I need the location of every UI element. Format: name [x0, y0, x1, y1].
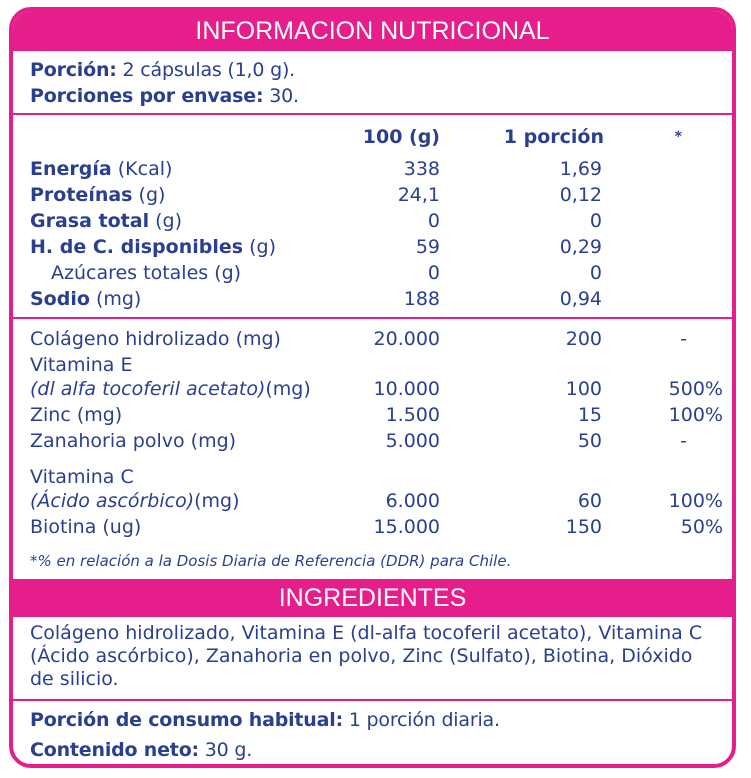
servings-value: 30.	[269, 85, 299, 107]
value-100g: 0	[427, 262, 440, 284]
extra-label: Vitamina E	[30, 354, 133, 376]
nutrient-label: H. de C. disponibles	[30, 236, 244, 258]
servings-line	[30, 84, 299, 108]
value-ddr: 50%	[680, 516, 723, 538]
net-content-value: 30 g.	[204, 739, 253, 761]
extra-label: Zinc (mg)	[30, 404, 123, 426]
extra-unit: (mg)	[194, 490, 240, 512]
value-100g: 0	[427, 210, 440, 232]
value-portion: 15	[577, 404, 602, 426]
extra-sublabel: (dl alfa tocoferil acetato)	[30, 378, 266, 400]
value-portion: 0	[589, 210, 602, 232]
value-100g: 10.000	[373, 378, 440, 400]
value-ddr: -	[680, 430, 687, 452]
nutrient-unit: Azúcares totales (g)	[51, 262, 242, 284]
nutrient-label: Grasa total	[30, 210, 150, 232]
header-per100: 100 (g)	[362, 126, 440, 148]
portion-line	[30, 58, 295, 82]
nutrient-unit: (g)	[138, 184, 166, 206]
table-row	[13, 489, 732, 513]
value-100g: 15.000	[373, 516, 440, 538]
nutrient-unit: (mg)	[95, 288, 142, 310]
ingredients-title: INGREDIENTES	[13, 579, 732, 617]
nutrient-unit: (g)	[249, 236, 276, 258]
extra-label: Zanahoria polvo (mg)	[30, 430, 237, 452]
nutrient-label: Proteínas	[30, 184, 133, 206]
habitual-label: Porción de consumo habitual:	[30, 709, 343, 731]
table-row	[13, 515, 732, 539]
value-100g: 338	[403, 158, 440, 180]
servings-label: Porciones por envase:	[30, 85, 264, 107]
value-ddr: 500%	[668, 378, 723, 400]
extra-label: Colágeno hidrolizado (mg)	[30, 328, 281, 350]
ingredients-text: Colágeno hidrolizado, Vitamina E (dl-alfa tocoferil acetato), Vitamina C (Ácido ascórbico), Zanahoria en polvo, Zinc (Sulfato), Biotina, Dióxido de silicio.	[30, 622, 703, 690]
value-100g: 20.000	[373, 328, 440, 350]
value-100g: 5.000	[385, 430, 440, 452]
table-row	[13, 465, 732, 489]
table-row	[13, 403, 732, 427]
header-per-portion: 1 porción	[503, 126, 604, 148]
portion-value: 2 cápsulas (1,0 g).	[122, 59, 296, 81]
extra-sublabel: (Ácido ascórbico)	[30, 490, 195, 512]
table-row	[13, 377, 732, 401]
value-ddr: 100%	[668, 490, 723, 512]
table-row	[13, 353, 732, 377]
net-content-label: Contenido neto:	[30, 739, 199, 761]
net-content-line	[30, 738, 252, 762]
divider	[13, 317, 732, 319]
value-portion: 1,69	[559, 158, 602, 180]
table-row	[13, 261, 732, 285]
table-row	[13, 327, 732, 351]
divider	[13, 699, 732, 701]
table-row	[13, 209, 732, 233]
value-portion: 0	[589, 262, 602, 284]
value-100g: 6.000	[385, 490, 440, 512]
value-portion: 0,94	[559, 288, 602, 310]
value-portion: 150	[565, 516, 602, 538]
value-ddr: -	[680, 328, 687, 350]
value-100g: 24,1	[397, 184, 440, 206]
value-100g: 59	[415, 236, 440, 258]
nutrient-label: Sodio	[30, 288, 90, 310]
table-header	[13, 125, 732, 149]
value-portion: 60	[577, 490, 602, 512]
extra-label: Biotina (ug)	[30, 516, 142, 538]
header-ddr: *	[674, 129, 682, 145]
nutrient-unit: (Kcal)	[117, 158, 173, 180]
table-row	[13, 235, 732, 259]
table-row	[13, 429, 732, 453]
value-100g: 188	[403, 288, 440, 310]
ddr-footnote: *% en relación a la Dosis Diaria de Referencia (DDR) para Chile.	[30, 552, 512, 570]
nutrient-label: Energía	[30, 158, 112, 180]
value-portion: 0,12	[559, 184, 602, 206]
value-100g: 1.500	[385, 404, 440, 426]
extra-unit: (mg)	[265, 378, 311, 400]
nutrition-label	[9, 7, 736, 768]
habitual-line	[30, 708, 500, 732]
habitual-value: 1 porción diaria.	[348, 709, 500, 731]
value-portion: 100	[565, 378, 602, 400]
value-portion: 50	[577, 430, 602, 452]
portion-label: Porción:	[30, 59, 117, 81]
nutrient-unit: (g)	[155, 210, 183, 232]
value-ddr: 100%	[668, 404, 723, 426]
table-row	[13, 183, 732, 207]
nutrition-title: INFORMACION NUTRICIONAL	[13, 11, 732, 51]
divider	[13, 113, 732, 115]
value-portion: 0,29	[559, 236, 602, 258]
value-portion: 200	[565, 328, 602, 350]
table-row	[13, 157, 732, 181]
table-row	[13, 287, 732, 311]
extra-label: Vitamina C	[30, 466, 134, 488]
